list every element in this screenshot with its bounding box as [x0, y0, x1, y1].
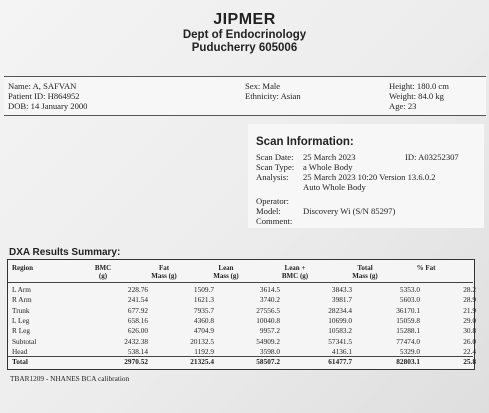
- row-value: 3981.7: [331, 295, 352, 305]
- scan-type: a Whole Body: [303, 162, 353, 172]
- header-divider: [8, 282, 473, 283]
- column-header-line1: Fat: [158, 264, 170, 272]
- table-row: [8, 356, 476, 367]
- row-value: 5353.0: [399, 285, 420, 294]
- table-row: [8, 315, 476, 325]
- row-value: 21.9: [463, 305, 476, 315]
- dxa-results-table: [7, 259, 475, 370]
- row-value: 538.14: [127, 346, 148, 356]
- row-value: 677.92: [127, 305, 148, 315]
- row-value: 7935.7: [193, 305, 214, 315]
- patient-weight: Weight: 84.0 kg: [389, 91, 444, 101]
- column-header-line1: Total: [357, 264, 373, 272]
- row-value: 21325.4: [190, 357, 214, 367]
- row-value: 10699.0: [328, 315, 352, 325]
- row-value: 20132.5: [190, 336, 214, 346]
- row-value: 10040.8: [256, 315, 280, 325]
- row-value: 22.4: [463, 346, 476, 356]
- table-row: [8, 294, 476, 305]
- model-label: Model:: [256, 206, 281, 216]
- patient-dob: DOB: 14 January 2000: [8, 101, 88, 111]
- department-name: Dept of Endocrinology: [182, 29, 307, 41]
- row-value: 29.0: [463, 315, 476, 325]
- row-value: 10583.2: [328, 326, 352, 336]
- row-value: 1621.3: [193, 295, 214, 305]
- scan-date: 25 March 2023: [303, 152, 356, 162]
- row-region: Trunk: [12, 305, 30, 315]
- column-header-line2: Mass (g): [151, 272, 177, 280]
- operator-label: Operator:: [256, 196, 289, 206]
- row-region: R Arm: [12, 295, 32, 305]
- row-value: 4136.1: [331, 346, 352, 356]
- row-value: 28234.4: [328, 305, 352, 315]
- column-header: [406, 264, 446, 272]
- row-value: 36170.1: [396, 305, 420, 315]
- analysis-label: Analysis:: [256, 172, 289, 182]
- patient-height: Height: 180.0 cm: [389, 81, 449, 91]
- row-value: 1509.7: [193, 285, 214, 294]
- scan-id: ID: A03252307: [405, 152, 459, 162]
- row-value: 4704.9: [193, 326, 214, 336]
- row-value: 5603.0: [399, 295, 420, 305]
- row-value: 30.8: [463, 326, 476, 336]
- row-region: L Leg: [12, 315, 30, 325]
- row-value: 15059.8: [396, 315, 420, 325]
- analysis-mode: Auto Whole Body: [303, 182, 366, 192]
- patient-sex: Sex: Male: [245, 81, 281, 91]
- row-value: 626.00: [127, 326, 148, 336]
- scan-date-label: Scan Date:: [256, 152, 294, 162]
- column-header: [198, 264, 254, 280]
- column-header: [138, 264, 190, 280]
- column-header-line1: BMC: [94, 264, 112, 272]
- row-region: R Leg: [12, 326, 31, 336]
- analysis-value: 25 March 2023 10:20 Version 13.6.0.2: [303, 172, 436, 182]
- row-value: 27556.5: [256, 305, 280, 315]
- row-value: 3598.0: [259, 346, 280, 356]
- row-value: 2970.52: [124, 357, 148, 367]
- row-value: 9957.2: [259, 326, 280, 336]
- row-value: 5329.0: [399, 346, 420, 356]
- row-value: 82803.1: [396, 357, 420, 367]
- row-value: 15288.1: [396, 326, 420, 336]
- row-value: 57341.5: [328, 336, 352, 346]
- column-header-line1: Lean: [218, 264, 234, 272]
- patient-id: Patient ID: H864952: [8, 91, 80, 101]
- column-header-line1: % Fat: [416, 264, 436, 272]
- row-region: Head: [12, 346, 28, 356]
- row-region: Total: [12, 357, 28, 367]
- row-value: 61477.7: [328, 357, 352, 367]
- row-value: 54909.2: [256, 336, 280, 346]
- model-value: Discovery Wi (S/N 85297): [303, 206, 396, 216]
- row-value: 3843.3: [331, 285, 352, 294]
- column-header-line2: (g): [98, 272, 108, 280]
- row-value: 25.8: [463, 357, 476, 367]
- table-row: [8, 284, 476, 294]
- row-value: 26.0: [463, 336, 476, 346]
- row-value: 28.9: [463, 295, 476, 305]
- patient-ethnicity: Ethnicity: Asian: [245, 91, 301, 101]
- column-header: [12, 264, 62, 272]
- table-row: [8, 346, 476, 356]
- column-header-line1: Lean +: [284, 264, 306, 272]
- row-region: Subtotal: [12, 336, 37, 346]
- row-value: 4360.8: [193, 315, 214, 325]
- comment-label: Comment:: [256, 216, 293, 226]
- column-header: [78, 264, 128, 280]
- column-header-line1: Region: [12, 264, 33, 272]
- column-header: [336, 264, 394, 280]
- column-header-line2: BMC (g): [281, 272, 309, 280]
- row-value: 658.16: [127, 315, 148, 325]
- patient-age: Age: 23: [389, 101, 417, 111]
- row-value: 228.76: [127, 285, 148, 294]
- row-value: 3740.2: [259, 295, 280, 305]
- column-header: [266, 264, 324, 280]
- row-value: 77474.0: [396, 336, 420, 346]
- row-value: 1192.9: [194, 346, 214, 356]
- calibration-note: TBAR1209 - NHANES BCA calibration: [10, 374, 130, 383]
- table-row: [8, 336, 476, 346]
- table-row: [8, 325, 476, 336]
- report-header: [0, 10, 489, 55]
- scan-type-label: Scan Type:: [256, 162, 295, 172]
- table-row: [8, 305, 476, 315]
- row-value: 58507.2: [256, 357, 280, 367]
- row-region: L Arm: [12, 285, 31, 294]
- row-value: 28.2: [463, 285, 476, 294]
- location: Puducherry 605006: [191, 42, 298, 54]
- column-header-line2: Mass (g): [213, 272, 239, 280]
- row-value: 241.54: [127, 295, 148, 305]
- patient-name: Name: A, SAFVAN: [8, 81, 77, 91]
- row-value: 2432.38: [124, 336, 148, 346]
- summary-title: DXA Results Summary:: [9, 247, 121, 258]
- row-value: 3614.5: [259, 285, 280, 294]
- column-header-line2: Mass (g): [352, 272, 378, 280]
- institution-name: JIPMER: [213, 11, 276, 28]
- scan-info-title: Scan Information:: [256, 136, 354, 148]
